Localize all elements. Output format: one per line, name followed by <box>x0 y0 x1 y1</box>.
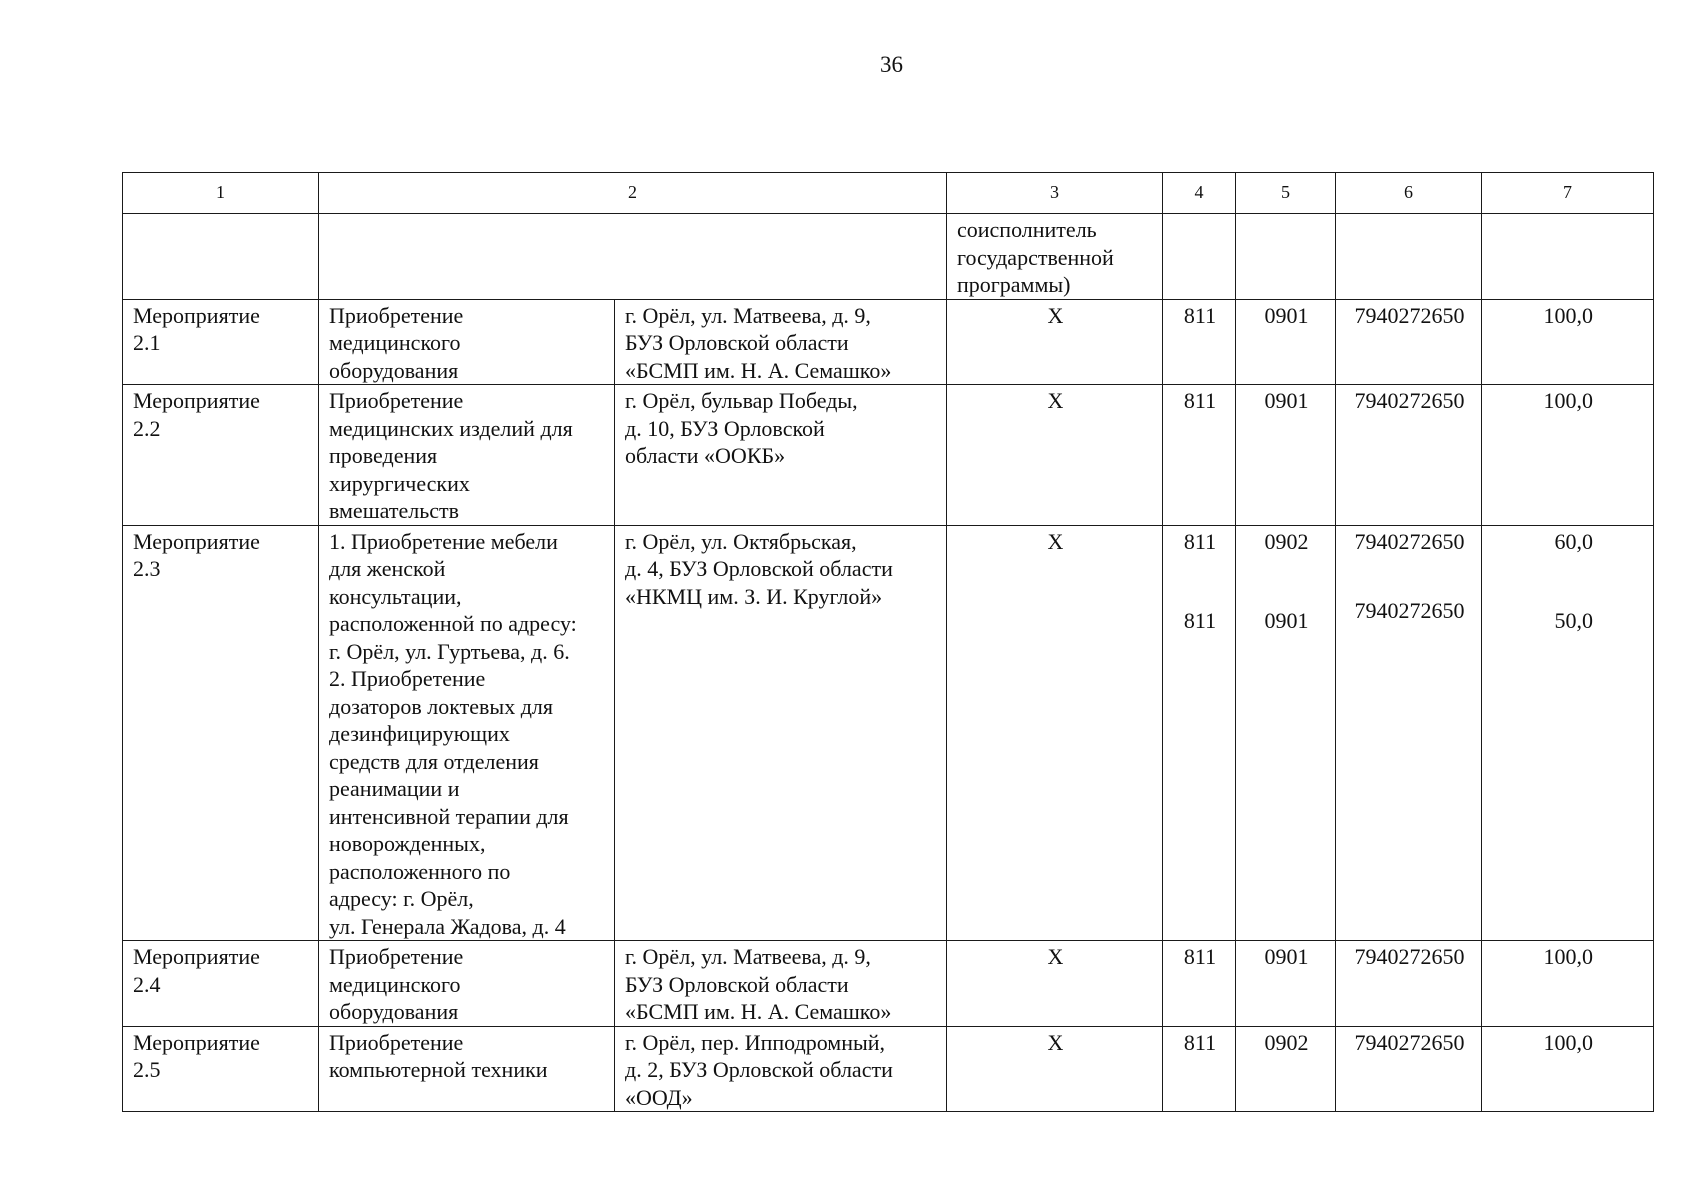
cell-line: оборудования <box>329 999 459 1024</box>
cell-line: 0901 <box>1264 944 1309 969</box>
cell-line: г. Орёл, пер. Ипподромный, <box>625 1029 886 1055</box>
cell-line: 100,0 <box>1543 944 1593 969</box>
cell-line: хирургических <box>329 470 470 496</box>
activity-name-cell <box>123 941 319 1027</box>
cell-line: вмешательств <box>329 498 459 523</box>
cell-line: 811 <box>1183 608 1217 633</box>
cell-line: 7940272650 <box>1354 302 1465 328</box>
cell-line: 100,0 <box>1543 1029 1593 1055</box>
cell-line: консультации, <box>329 583 462 609</box>
amount-cell <box>1482 941 1654 1027</box>
cell-line: 7940272650 <box>1354 388 1465 413</box>
code-cell <box>1236 1026 1336 1112</box>
activity-description-cell <box>319 525 615 941</box>
column-number: 2 <box>319 173 947 214</box>
cell-line: Приобретение <box>329 388 464 413</box>
table-row <box>123 385 1654 526</box>
cell-line: 100,0 <box>1543 388 1593 413</box>
cell-line: Мероприятие <box>133 302 260 328</box>
cell-line: соисполнитель <box>957 217 1097 242</box>
cell-line: БУЗ Орловской области <box>625 330 849 355</box>
code-cell <box>1236 385 1336 526</box>
cell-line: Мероприятие <box>133 388 260 413</box>
activity-description-cell <box>319 941 615 1027</box>
cell-line: интенсивной терапии для <box>329 803 569 829</box>
column-number: 7 <box>1482 173 1654 214</box>
cell-line: области «ООКБ» <box>625 443 786 468</box>
cell-line: проведения <box>329 443 438 468</box>
cell-line: Приобретение <box>329 302 464 328</box>
empty-cell <box>1336 214 1482 300</box>
code-cell <box>1336 1026 1482 1112</box>
cell-line: Приобретение <box>329 1029 464 1055</box>
empty-cell <box>319 214 947 300</box>
cell-line: 811 <box>1183 944 1217 969</box>
code-cell <box>1336 525 1482 941</box>
cell-line: 0901 <box>1264 302 1309 328</box>
cell-line: государственной <box>957 244 1114 270</box>
responsible-cell: Х <box>947 299 1163 385</box>
cell-line: г. Орёл, бульвар Победы, <box>625 388 858 413</box>
cell-line: ул. Генерала Жадова, д. 4 <box>329 913 566 939</box>
responsible-cell: Х <box>947 385 1163 526</box>
cell-line: дезинфицирующих <box>329 721 510 746</box>
column-number: 5 <box>1236 173 1336 214</box>
empty-cell <box>1163 214 1236 300</box>
code-cell <box>1236 525 1336 941</box>
page-number: 36 <box>880 52 903 77</box>
cell-line: д. 4, БУЗ Орловской области <box>625 556 893 581</box>
activity-name-cell <box>123 1026 319 1112</box>
cell-line: Мероприятие <box>133 528 260 554</box>
cell-line: медицинского <box>329 330 461 355</box>
code-cell <box>1163 385 1236 526</box>
empty-cell <box>1482 214 1654 300</box>
responsible-cell: Х <box>947 525 1163 941</box>
amount-cell <box>1482 299 1654 385</box>
empty-cell <box>123 214 319 300</box>
cell-line: «ООД» <box>625 1084 693 1110</box>
cell-line: БУЗ Орловской области <box>625 971 849 997</box>
cell-line: 2.1 <box>133 330 161 355</box>
cell-line: 2.3 <box>133 556 161 581</box>
cell-line: расположенной по адресу: <box>329 611 577 636</box>
code-cell <box>1336 299 1482 385</box>
cell-line: для женской <box>329 556 446 581</box>
responsible-continuation-cell <box>947 214 1163 300</box>
cell-line: 0901 <box>1264 388 1309 413</box>
cell-line: 50,0 <box>1554 608 1593 633</box>
empty-cell <box>1236 214 1336 300</box>
amount-cell <box>1482 525 1654 941</box>
cell-line: 7940272650 <box>1354 528 1465 554</box>
cell-line: 100,0 <box>1543 302 1593 328</box>
code-cell <box>1336 941 1482 1027</box>
cell-line: 811 <box>1183 528 1217 554</box>
activity-name-cell <box>123 385 319 526</box>
spacer <box>1173 555 1227 607</box>
code-cell <box>1163 299 1236 385</box>
cell-line: медицинского <box>329 971 461 997</box>
cell-line: 811 <box>1183 302 1217 328</box>
activity-address-cell <box>615 1026 947 1112</box>
amount-cell <box>1482 385 1654 526</box>
code-cell <box>1336 385 1482 526</box>
cell-line: новорожденных, <box>329 831 486 856</box>
code-cell <box>1236 941 1336 1027</box>
cell-line: адресу: г. Орёл, <box>329 886 474 911</box>
code-cell <box>1163 941 1236 1027</box>
cell-line: г. Орёл, ул. Матвеева, д. 9, <box>625 302 871 328</box>
cell-line: г. Орёл, ул. Матвеева, д. 9, <box>625 944 871 969</box>
cell-line: «БСМП им. Н. А. Семашко» <box>625 357 892 383</box>
column-number: 1 <box>123 173 319 214</box>
table-row <box>123 525 1654 941</box>
cell-line: д. 10, БУЗ Орловской <box>625 415 825 441</box>
cell-line: 811 <box>1183 1029 1217 1055</box>
cell-line: г. Орёл, ул. Гуртьева, д. 6. <box>329 638 570 664</box>
cell-line: 7940272650 <box>1354 1029 1465 1055</box>
column-number: 4 <box>1163 173 1236 214</box>
cell-line: 811 <box>1183 388 1217 413</box>
table-row <box>123 299 1654 385</box>
cell-line: г. Орёл, ул. Октябрьская, <box>625 528 857 554</box>
column-number: 6 <box>1336 173 1482 214</box>
cell-line: 7940272650 <box>1354 598 1465 623</box>
activity-description-cell <box>319 299 615 385</box>
cell-line: оборудования <box>329 357 459 383</box>
spacer <box>1492 555 1593 607</box>
cell-line: 1. Приобретение мебели <box>329 528 558 554</box>
cell-line: медицинских изделий для <box>329 415 573 441</box>
activity-address-cell <box>615 385 947 526</box>
activity-description-cell <box>319 1026 615 1112</box>
code-cell <box>1236 299 1336 385</box>
activity-name-cell <box>123 299 319 385</box>
cell-line: 2. Приобретение <box>329 666 486 691</box>
code-cell <box>1163 1026 1236 1112</box>
cell-line: «НКМЦ им. З. И. Круглой» <box>625 583 883 609</box>
cell-line: Мероприятие <box>133 944 260 969</box>
responsible-cell: Х <box>947 941 1163 1027</box>
cell-line: Приобретение <box>329 944 464 969</box>
spacer <box>1246 555 1327 607</box>
cell-line: «БСМП им. Н. А. Семашко» <box>625 999 892 1024</box>
code-cell <box>1163 525 1236 941</box>
activity-address-cell <box>615 941 947 1027</box>
activity-description-cell <box>319 385 615 526</box>
cell-line: компьютерной техники <box>329 1057 548 1082</box>
cell-line: д. 2, БУЗ Орловской области <box>625 1057 893 1082</box>
table-row <box>123 1026 1654 1112</box>
cell-line: 0901 <box>1264 608 1309 633</box>
cell-line: расположенного по <box>329 858 511 884</box>
amount-cell <box>1482 1026 1654 1112</box>
cell-line: 2.5 <box>133 1057 161 1082</box>
cell-line: 0902 <box>1264 1029 1309 1055</box>
cell-line: 2.2 <box>133 415 161 441</box>
spacer <box>1346 555 1473 597</box>
cell-line: 60,0 <box>1554 528 1593 554</box>
continuation-row <box>123 214 1654 300</box>
table-row <box>123 941 1654 1027</box>
activity-name-cell <box>123 525 319 941</box>
cell-line: Мероприятие <box>133 1029 260 1055</box>
cell-line: дозаторов локтевых для <box>329 693 554 719</box>
cell-line: средств для отделения <box>329 748 539 774</box>
responsible-cell: Х <box>947 1026 1163 1112</box>
cell-line: программы) <box>957 272 1071 297</box>
activity-address-cell <box>615 299 947 385</box>
column-number: 3 <box>947 173 1163 214</box>
activities-table <box>122 172 1654 1112</box>
activity-address-cell <box>615 525 947 941</box>
cell-line: реанимации и <box>329 776 460 801</box>
cell-line: 2.4 <box>133 971 161 997</box>
column-number-row <box>123 173 1654 214</box>
cell-line: 7940272650 <box>1354 944 1465 969</box>
cell-line: 0902 <box>1264 528 1309 554</box>
